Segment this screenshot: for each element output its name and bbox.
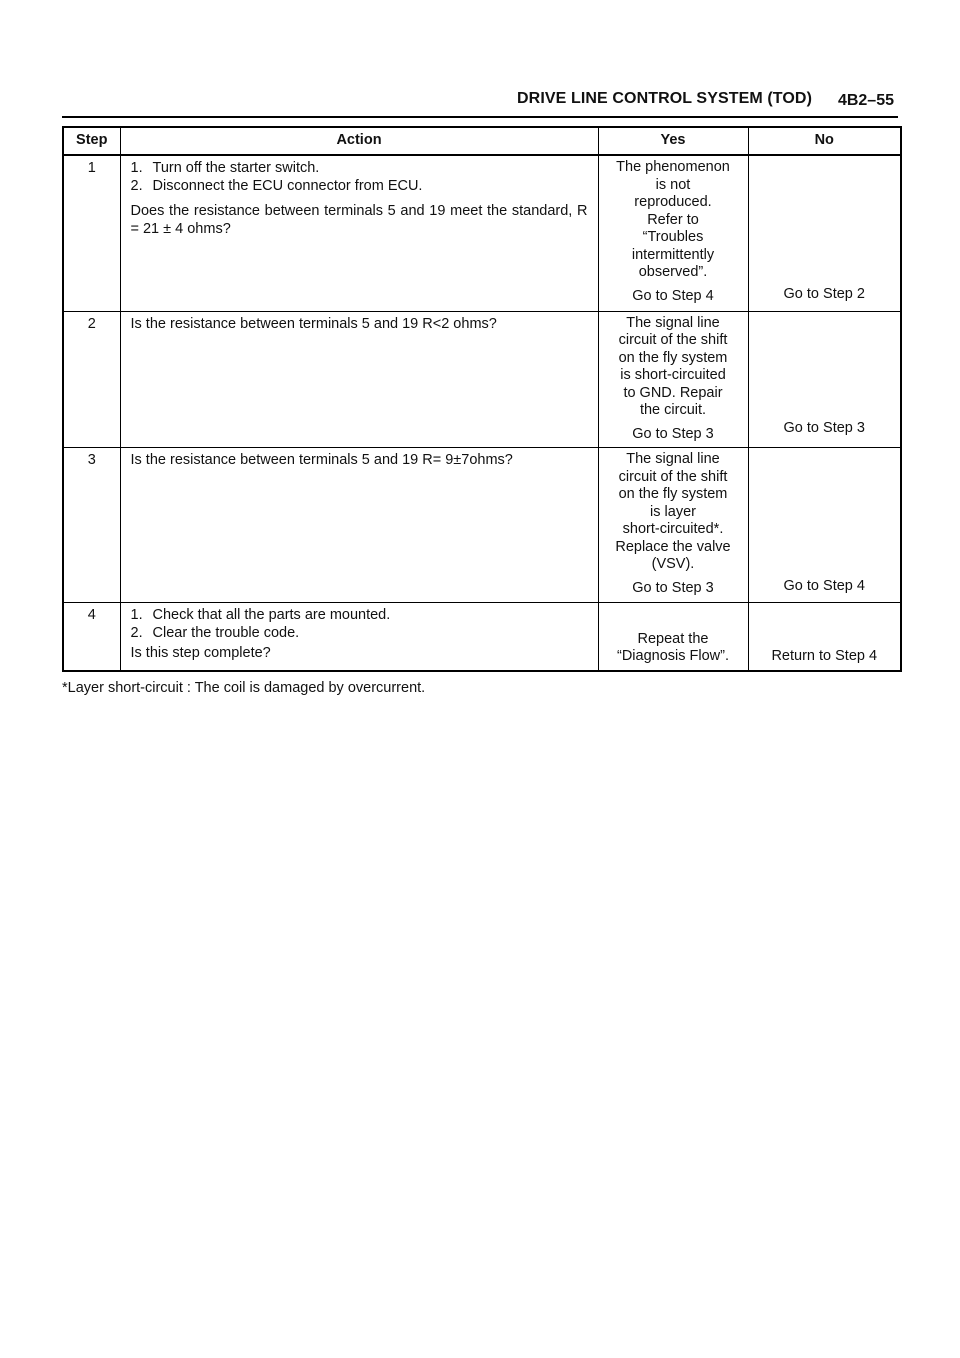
- yes-result: The signal line circuit of the shift on the fly system is layer short-circuited*. Replace the valve (VSV).: [615, 451, 731, 572]
- step-number: 3: [63, 448, 120, 603]
- footnote: *Layer short-circuit : The coil is damaged by overcurrent.: [62, 680, 426, 696]
- step-number: 2: [63, 311, 120, 448]
- action-cell: [120, 603, 598, 671]
- yes-goto: Go to Step 3: [632, 425, 714, 442]
- action-cell: [120, 155, 598, 311]
- yes-goto: Go to Step 4: [632, 287, 714, 304]
- yes-cell: [598, 603, 748, 671]
- no-goto: Go to Step 2: [783, 286, 865, 302]
- yes-cell: [598, 448, 748, 603]
- no-goto: Go to Step 4: [783, 577, 865, 594]
- page-header: [62, 88, 898, 118]
- no-goto: Go to Step 3: [783, 419, 865, 436]
- diagnosis-table: [62, 126, 902, 672]
- column-header-no: No: [748, 127, 901, 155]
- no-goto: Return to Step 4: [771, 648, 878, 664]
- yes-result: The signal line circuit of the shift on the fly system is short-circuited to GND. Repair the circuit.: [618, 314, 728, 418]
- table-row: [63, 603, 901, 671]
- list-item: 2. Disconnect the ECU connector from ECU.: [130, 177, 423, 194]
- column-header-yes: Yes: [598, 127, 748, 155]
- action-cell: [120, 448, 598, 603]
- table-row: [63, 155, 901, 311]
- no-cell: [748, 603, 901, 671]
- action-question: Is the resistance between terminals 5 and 19 R= 9±7ohms?: [130, 452, 513, 468]
- column-header-step: Step: [63, 127, 120, 155]
- yes-result: The phenomenon is not reproduced. Refer to “Troubles intermittently observed”.: [616, 159, 730, 280]
- yes-goto: Repeat the “Diagnosis Flow”.: [617, 630, 729, 664]
- step-number: 4: [63, 603, 120, 671]
- no-cell: [748, 311, 901, 448]
- list-item: 1. Turn off the starter switch.: [130, 160, 320, 176]
- table-row: [63, 311, 901, 448]
- section-title: DRIVE LINE CONTROL SYSTEM (TOD): [517, 90, 812, 107]
- yes-cell: [598, 311, 748, 448]
- table-header-row: [63, 127, 901, 155]
- page-number: 4B2–55: [837, 92, 894, 109]
- action-question: Is this step complete?: [130, 645, 271, 661]
- yes-cell: [598, 155, 748, 311]
- action-list: [131, 607, 588, 642]
- action-question: Does the resistance between terminals 5 and 19 meet the standard, R = 21 ± 4 ohms?: [130, 203, 588, 237]
- action-cell: [120, 311, 598, 448]
- action-list: [131, 160, 588, 195]
- list-item: 1. Check that all the parts are mounted.: [130, 607, 391, 623]
- list-item: 2. Clear the trouble code.: [130, 624, 300, 641]
- step-number: 1: [63, 155, 120, 311]
- no-cell: [748, 155, 901, 311]
- no-cell: [748, 448, 901, 603]
- column-header-action: Action: [120, 127, 598, 155]
- action-question: Is the resistance between terminals 5 and 19 R<2 ohms?: [130, 315, 497, 332]
- yes-goto: Go to Step 3: [632, 579, 714, 596]
- table-row: [63, 448, 901, 603]
